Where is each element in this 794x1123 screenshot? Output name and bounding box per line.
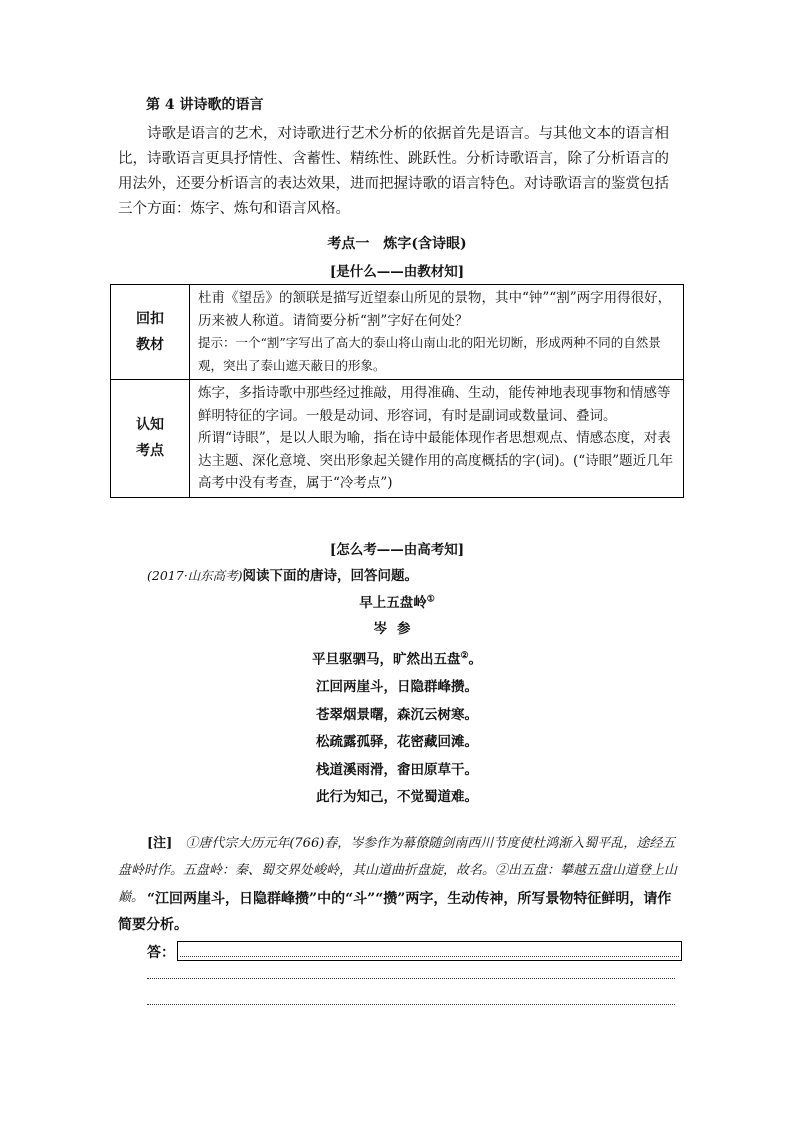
poem-line: 苍翠烟景曙，森沉云树寒。 xyxy=(316,706,478,723)
footnote-marker: ② xyxy=(460,651,469,661)
answer-dotted-line xyxy=(180,956,679,957)
notes-tag: [注] xyxy=(147,836,173,851)
answer-dotted-line[interactable] xyxy=(147,978,675,979)
exam-instruction: 阅读下面的唐诗，回答问题。 xyxy=(242,568,419,584)
answer-input-box[interactable] xyxy=(177,941,682,961)
poem-line: 此行为知己，不觉蜀道难。 xyxy=(316,789,478,805)
exam-question: “江回两崖斗，日隐群峰攒”中的“斗”“攒”两字，生动传神，所写景物特征鲜明，请作简要分析。 xyxy=(118,891,672,933)
poem-line: 松疏露孤驿，花密藏回滩。 xyxy=(316,734,478,750)
shiyan-definition: 所谓“诗眼”，是以人眼为喻，指在诗中最能体现作者思想观点、情感态度，对表达主题、深化意境、突出形象起关键作用的高度概括的字(词)。(“诗眼”题近几年高考中没有考查，属于“冷考点”) xyxy=(198,430,674,491)
textbook-hint: 提示：一个“割”字写出了高大的泰山将山南山北的阳光切断，形成两种不同的自然景观，突出了泰山遮天蔽日的形象。 xyxy=(198,335,661,373)
poem-title: 早上五盘岭① xyxy=(359,594,435,611)
lecture-title: 第 4 讲诗歌的语言 xyxy=(146,97,264,113)
table-row-exam-point xyxy=(111,380,684,498)
poem-body xyxy=(0,643,794,812)
exam-source: (2017·山东高考) xyxy=(147,568,243,583)
poem-line: 栈道溪雨滑，畬田原草干。 xyxy=(316,761,478,778)
poem-line: 平旦驱驷马，旷然出五盘②。 xyxy=(311,651,483,668)
section-subtitle-how: [怎么考——由高考知] xyxy=(329,542,465,558)
footnote-marker: ① xyxy=(426,594,435,605)
answer-label: 答： xyxy=(147,945,175,961)
poem-line: 江回两崖斗，日隐群峰攒。 xyxy=(316,679,478,695)
row-label-exam-point: 认知 考点 xyxy=(111,380,190,498)
section-subtitle-what: [是什么——由教材知] xyxy=(329,264,465,280)
intro-text: 诗歌是语言的艺术，对诗歌进行艺术分析的依据首先是语言。与其他文本的语言相比，诗歌语言更具抒情性、含蓄性、精练性、跳跃性。分析诗歌语言，除了分析语言的用法外，还要分析语言的表达效果，进而把握诗歌的语言特色。对诗歌语言的鉴赏包括三个方面：炼字、炼句和语言风格。 xyxy=(118,126,669,217)
section-title: 考点一 炼字(含诗眼) xyxy=(327,236,467,252)
intro-paragraph xyxy=(118,122,683,222)
row-label-textbook: 回扣 教材 xyxy=(111,285,190,380)
answer-dotted-line[interactable] xyxy=(147,1004,675,1005)
knowledge-table xyxy=(110,284,684,498)
row-content-textbook xyxy=(190,285,684,380)
exam-instruction-line xyxy=(147,564,418,584)
table-row-textbook xyxy=(111,285,684,380)
textbook-question: 杜甫《望岳》的颔联是描写近望泰山所见的景物，其中“钟”“割”两字用得很好，历来被人称道。请简要分析“割”字好在何处？ xyxy=(198,290,672,329)
lianzi-definition: 炼字，多指诗歌中那些经过推敲，用得准确、生动，能传神地表现事物和情感等鲜明特征的字词。一般是动词、形容词，有时是副词或数量词、叠词。 xyxy=(198,385,671,424)
row-content-exam-point xyxy=(190,380,684,498)
poem-author: 岑参 xyxy=(373,621,421,637)
notes-text: ①唐代宗大历元年(766)春，岑参作为幕僚随剑南西川节度使杜鸿渐入蜀平乱，途经五盘岭时作。五盘岭：秦、蜀交界处峻岭，其山道曲折盘旋，故名。②出五盘：攀越五盘山道登上山巅。 xyxy=(118,836,678,905)
